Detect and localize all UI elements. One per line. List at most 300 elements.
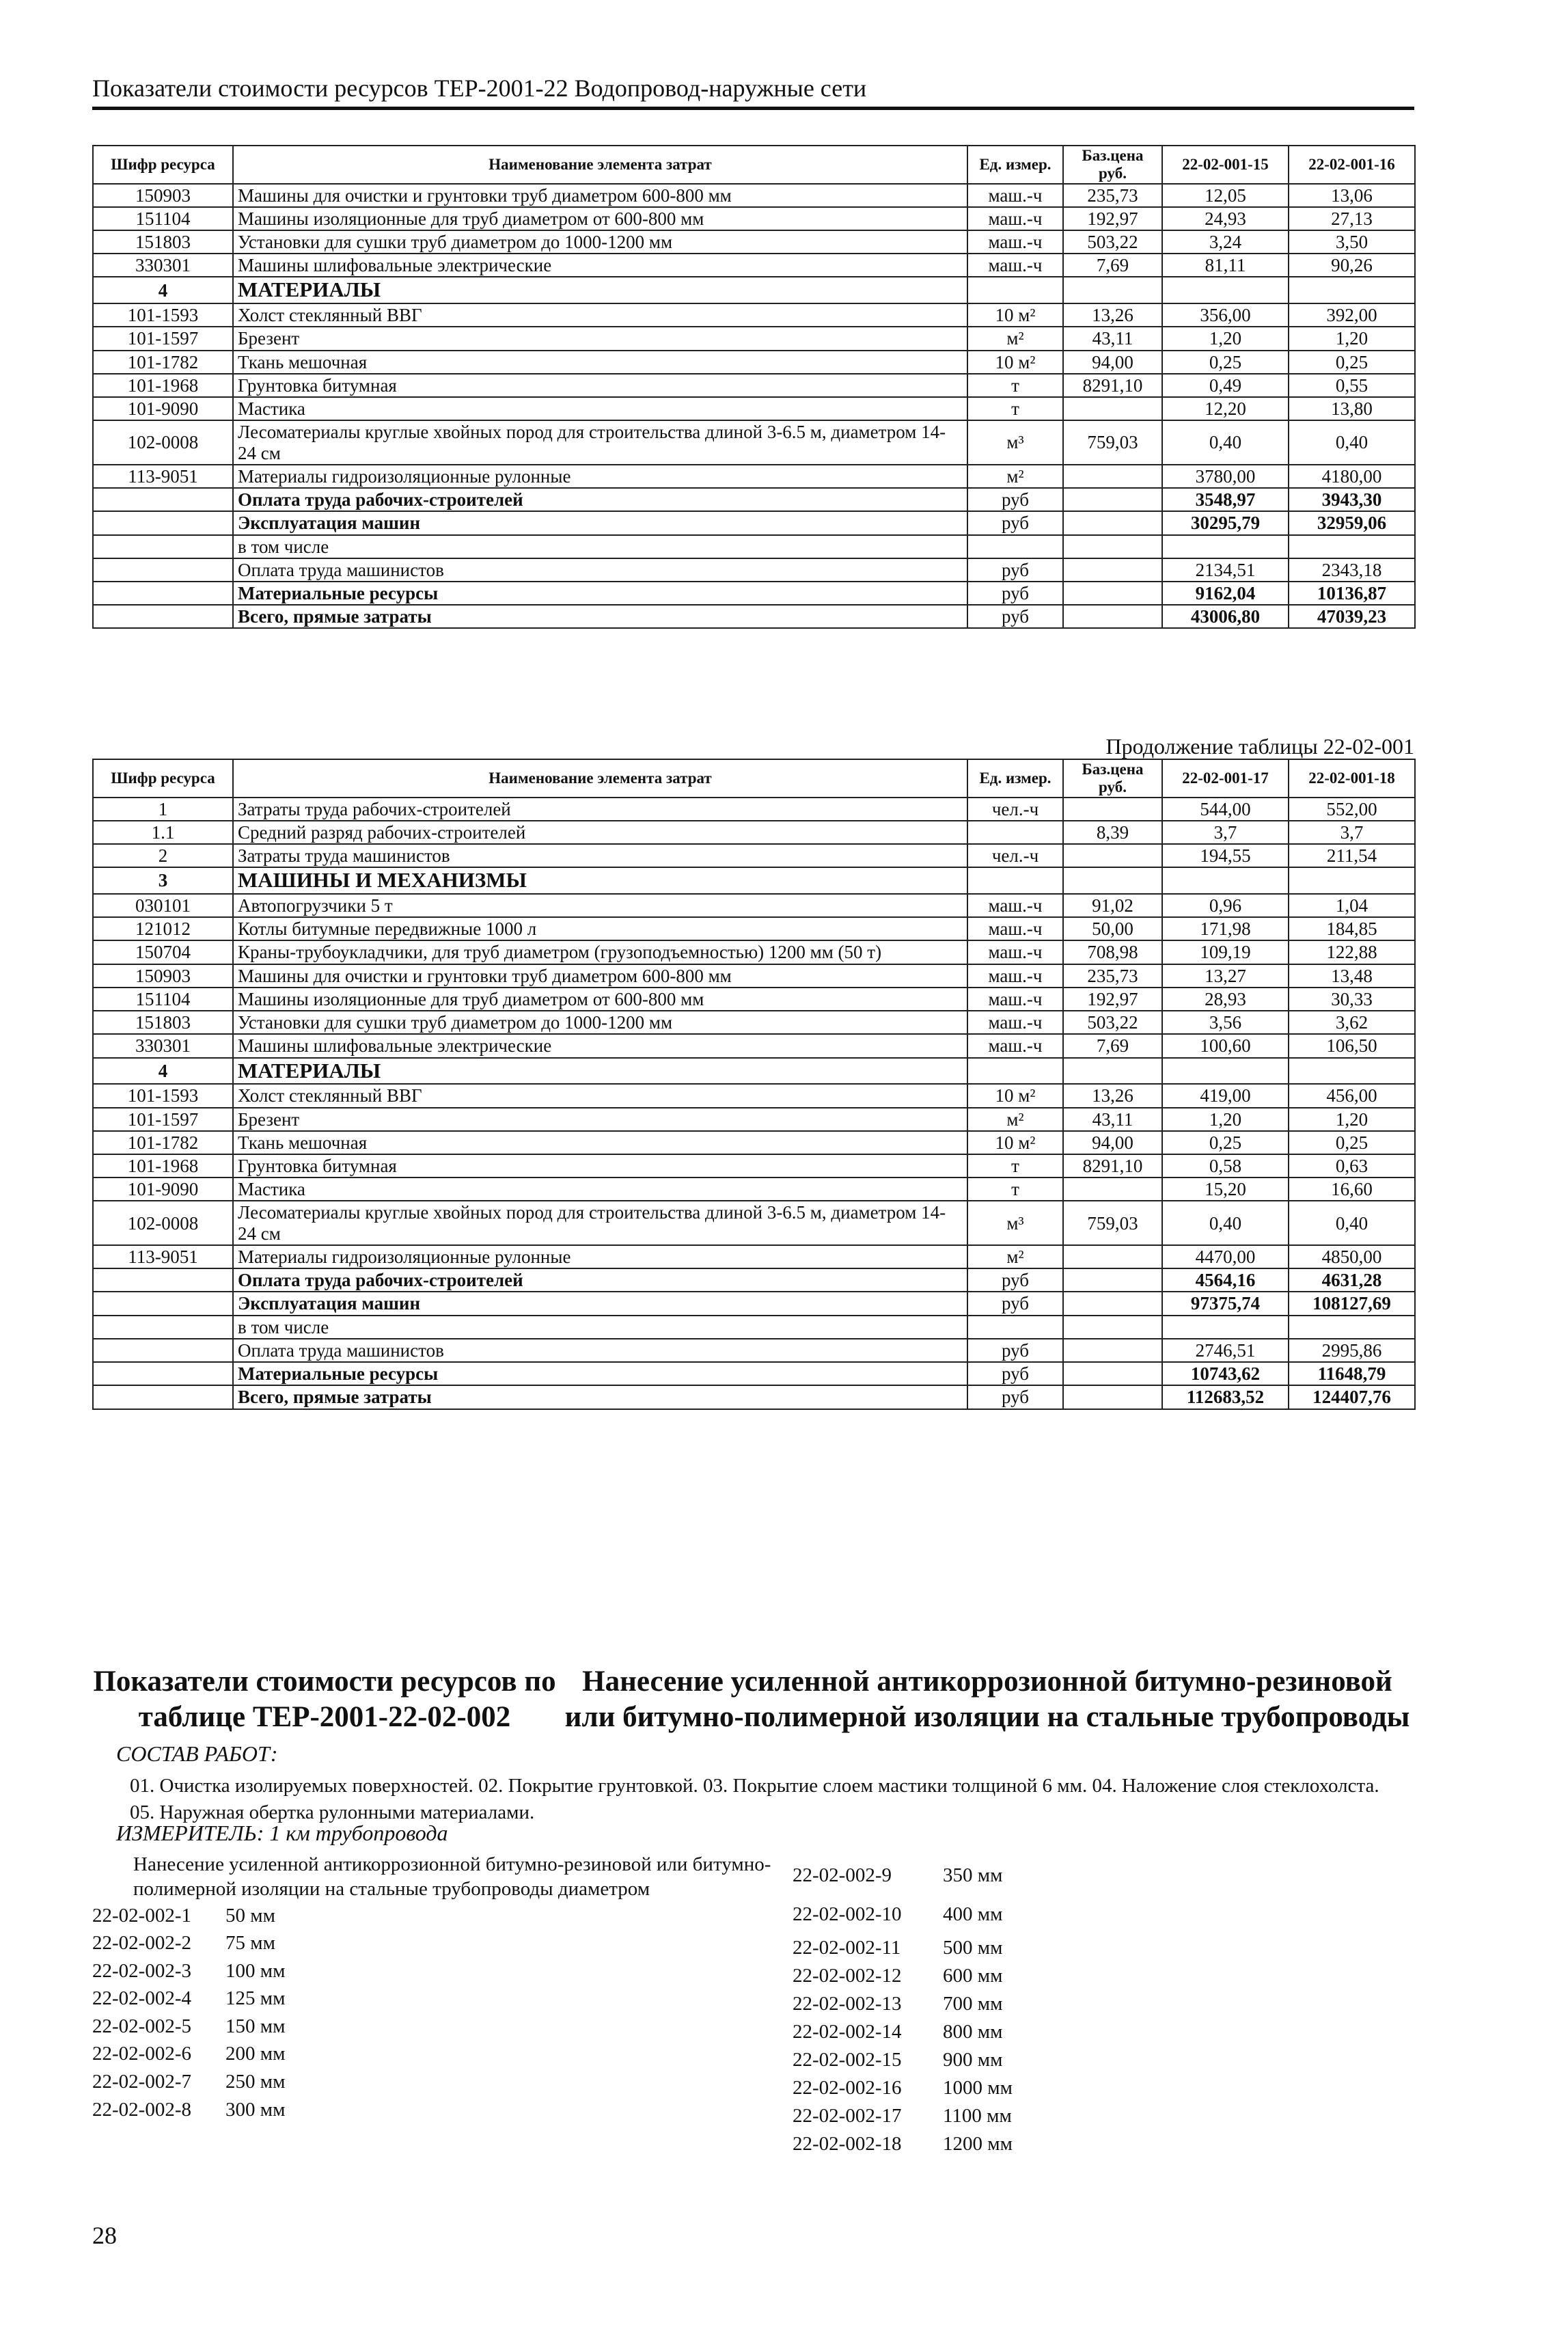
- resource-name-cell: Оплата труда машинистов: [233, 558, 967, 582]
- resource-code-cell: 101-9090: [93, 1178, 233, 1201]
- value-b-cell: [1289, 277, 1415, 303]
- unit-cell: чел.-ч: [967, 844, 1063, 867]
- value-a-cell: [1162, 867, 1289, 894]
- value-a-cell: 3,24: [1162, 230, 1289, 254]
- unit-cell: [967, 1058, 1063, 1085]
- value-a-cell: 0,58: [1162, 1154, 1289, 1178]
- resource-code-cell: 113-9051: [93, 1245, 233, 1268]
- resource-code-cell: 101-1782: [93, 351, 233, 374]
- table-row: [93, 1362, 1415, 1385]
- value-a-cell: 171,98: [1162, 917, 1289, 940]
- resource-code-cell: 150903: [93, 964, 233, 988]
- value-b-cell: [1289, 1058, 1415, 1085]
- resource-code-cell: 150704: [93, 940, 233, 964]
- resource-name-cell: МАТЕРИАЛЫ: [233, 277, 967, 303]
- base-price-cell: [1063, 277, 1162, 303]
- resource-name-cell: Машины шлифовальные электрические: [233, 1034, 967, 1057]
- table-row: [93, 1385, 1415, 1409]
- unit-cell: маш.-ч: [967, 988, 1063, 1011]
- unit-cell: руб: [967, 511, 1063, 534]
- unit-cell: [967, 277, 1063, 303]
- base-price-cell: 503,22: [1063, 230, 1162, 254]
- unit-cell: м²: [967, 465, 1063, 488]
- value-a-cell: 112683,52: [1162, 1385, 1289, 1409]
- table-row: [93, 230, 1415, 254]
- resource-code-cell: 101-1782: [93, 1131, 233, 1154]
- base-price-cell: 759,03: [1063, 420, 1162, 464]
- item-size: 150 мм: [225, 2015, 286, 2037]
- col-unit-header: Ед. измер.: [967, 146, 1063, 184]
- resource-name-cell: Мастика: [233, 397, 967, 420]
- table-row: [93, 917, 1415, 940]
- value-a-cell: 0,40: [1162, 1201, 1289, 1244]
- resource-name-cell: Машины изоляционные для труб диаметром от 600-800 мм: [233, 207, 967, 230]
- value-b-cell: 11648,79: [1289, 1362, 1415, 1385]
- value-b-cell: 13,06: [1289, 184, 1415, 207]
- resource-name-cell: Ткань мешочная: [233, 1131, 967, 1154]
- table-row: [93, 1108, 1415, 1131]
- value-b-cell: 0,55: [1289, 374, 1415, 397]
- table-row: [93, 1245, 1415, 1268]
- resource-name-cell: Лесоматериалы круглые хвойных пород для строительства длиной 3-6.5 м, диаметром 14-24 см: [233, 1201, 967, 1244]
- value-b-cell: 392,00: [1289, 303, 1415, 327]
- items-left-column: [92, 1852, 775, 2123]
- base-price-cell: [1063, 605, 1162, 628]
- unit-cell: 10 м²: [967, 303, 1063, 327]
- unit-cell: руб: [967, 558, 1063, 582]
- unit-cell: [967, 535, 1063, 558]
- base-price-cell: [1063, 465, 1162, 488]
- list-item: [92, 2040, 775, 2068]
- unit-cell: м²: [967, 327, 1063, 350]
- value-a-cell: 544,00: [1162, 798, 1289, 821]
- resource-name-cell: Всего, прямые затраты: [233, 1385, 967, 1409]
- base-price-cell: [1063, 582, 1162, 605]
- value-b-cell: [1289, 535, 1415, 558]
- resource-name-cell: Материалы гидроизоляционные рулонные: [233, 465, 967, 488]
- base-price-cell: 13,26: [1063, 303, 1162, 327]
- value-b-cell: 0,25: [1289, 351, 1415, 374]
- page-number: 28: [92, 2222, 117, 2249]
- unit-cell: маш.-ч: [967, 917, 1063, 940]
- resource-name-cell: Машины изоляционные для труб диаметром от 600-800 мм: [233, 988, 967, 1011]
- value-b-cell: 13,48: [1289, 964, 1415, 988]
- unit-cell: руб: [967, 1362, 1063, 1385]
- value-b-cell: 2343,18: [1289, 558, 1415, 582]
- value-a-cell: 10743,62: [1162, 1362, 1289, 1385]
- value-b-cell: 90,26: [1289, 254, 1415, 277]
- value-b-cell: 3,50: [1289, 230, 1415, 254]
- col-b-header: 22-02-001-18: [1289, 759, 1415, 798]
- resource-name-cell: Оплата труда рабочих-строителей: [233, 488, 967, 511]
- base-price-cell: [1063, 1245, 1162, 1268]
- list-item: [793, 2130, 1134, 2158]
- resource-name-cell: Оплата труда рабочих-строителей: [233, 1268, 967, 1292]
- table-row: [93, 798, 1415, 821]
- table-row: [93, 558, 1415, 582]
- list-item: [92, 2096, 775, 2124]
- unit-cell: 10 м²: [967, 1084, 1063, 1107]
- resource-name-cell: Мастика: [233, 1178, 967, 1201]
- value-b-cell: 0,40: [1289, 420, 1415, 464]
- resource-code-cell: 3: [93, 867, 233, 894]
- base-price-cell: 8291,10: [1063, 374, 1162, 397]
- table-row: [93, 867, 1415, 894]
- table-row: [93, 277, 1415, 303]
- resource-code-cell: [93, 1316, 233, 1339]
- unit-cell: маш.-ч: [967, 1034, 1063, 1057]
- resource-code-cell: 151803: [93, 1011, 233, 1034]
- resource-name-cell: Котлы битумные передвижные 1000 л: [233, 917, 967, 940]
- value-a-cell: 97375,74: [1162, 1292, 1289, 1315]
- item-size: 250 мм: [225, 2071, 286, 2093]
- resource-name-cell: Установки для сушки труб диаметром до 1000-1200 мм: [233, 230, 967, 254]
- table-row: [93, 1084, 1415, 1107]
- col-code-header: Шифр ресурса: [93, 759, 233, 798]
- table-row: [93, 894, 1415, 917]
- resource-code-cell: [93, 511, 233, 534]
- value-b-cell: 10136,87: [1289, 582, 1415, 605]
- resource-code-cell: 121012: [93, 917, 233, 940]
- unit-cell: руб: [967, 1339, 1063, 1362]
- value-a-cell: 0,25: [1162, 351, 1289, 374]
- item-code: 22-02-002-8: [92, 2098, 191, 2121]
- table-row: [93, 582, 1415, 605]
- base-price-cell: [1063, 558, 1162, 582]
- resource-name-cell: Материальные ресурсы: [233, 1362, 967, 1385]
- section-title-left: Показатели стоимости ресурсов по таблице ТЕР-2001-22-02-002: [93, 1665, 556, 1733]
- resource-name-cell: Ткань мешочная: [233, 351, 967, 374]
- page-header: Показатели стоимости ресурсов ТЕР-2001-22 Водопровод-наружные сети: [92, 74, 1414, 110]
- value-b-cell: 1,20: [1289, 1108, 1415, 1131]
- table-row: [93, 535, 1415, 558]
- item-code: 22-02-002-17: [793, 2105, 902, 2127]
- base-price-cell: [1063, 1385, 1162, 1409]
- resource-code-cell: [93, 582, 233, 605]
- unit-cell: руб: [967, 488, 1063, 511]
- table-row: [93, 605, 1415, 628]
- base-price-cell: [1063, 1339, 1162, 1362]
- item-code: 22-02-002-7: [92, 2071, 191, 2093]
- col-unit-header: Ед. измер.: [967, 759, 1063, 798]
- table-row: [93, 465, 1415, 488]
- resource-code-cell: [93, 488, 233, 511]
- value-b-cell: 4850,00: [1289, 1245, 1415, 1268]
- resource-name-cell: Затраты труда рабочих-строителей: [233, 798, 967, 821]
- base-price-cell: [1063, 1292, 1162, 1315]
- value-b-cell: 456,00: [1289, 1084, 1415, 1107]
- value-a-cell: 0,40: [1162, 420, 1289, 464]
- resource-table-2: [92, 759, 1416, 1410]
- value-a-cell: 356,00: [1162, 303, 1289, 327]
- resource-name-cell: Средний разряд рабочих-строителей: [233, 821, 967, 844]
- value-a-cell: 28,93: [1162, 988, 1289, 1011]
- item-size: 1100 мм: [943, 2105, 1012, 2127]
- table-2-body: [93, 798, 1415, 1409]
- unit-cell: [967, 821, 1063, 844]
- value-b-cell: 3,62: [1289, 1011, 1415, 1034]
- table-row: [93, 1178, 1415, 1201]
- base-price-cell: [1063, 397, 1162, 420]
- resource-code-cell: 151104: [93, 988, 233, 1011]
- value-b-cell: 184,85: [1289, 917, 1415, 940]
- resource-code-cell: 330301: [93, 254, 233, 277]
- resource-name-cell: МАТЕРИАЛЫ: [233, 1058, 967, 1085]
- table-row: [93, 1292, 1415, 1315]
- value-b-cell: 1,04: [1289, 894, 1415, 917]
- base-price-cell: 7,69: [1063, 254, 1162, 277]
- value-a-cell: 0,25: [1162, 1131, 1289, 1154]
- table-row: [93, 844, 1415, 867]
- table-row: [93, 940, 1415, 964]
- item-code: 22-02-002-15: [793, 2049, 902, 2071]
- value-a-cell: 3780,00: [1162, 465, 1289, 488]
- table-header-row: [93, 759, 1415, 798]
- list-item: [793, 2046, 1134, 2074]
- item-size: 400 мм: [943, 1903, 1003, 1925]
- value-b-cell: [1289, 1316, 1415, 1339]
- base-price-cell: [1063, 798, 1162, 821]
- resource-name-cell: Машины для очистки и грунтовки труб диаметром 600-800 мм: [233, 964, 967, 988]
- base-price-cell: 503,22: [1063, 1011, 1162, 1034]
- resource-name-cell: Холст стеклянный ВВГ: [233, 1084, 967, 1107]
- list-item: [92, 1985, 775, 2013]
- right-items-list: [793, 1856, 1134, 2158]
- list-item: [793, 2102, 1134, 2130]
- meter-label: ИЗМЕРИТЕЛЬ: 1 км трубопровода: [116, 1821, 448, 1845]
- resource-name-cell: МАШИНЫ И МЕХАНИЗМЫ: [233, 867, 967, 894]
- table-row: [93, 327, 1415, 350]
- table-row: [93, 254, 1415, 277]
- col-code-header: Шифр ресурса: [93, 146, 233, 184]
- value-a-cell: [1162, 1316, 1289, 1339]
- value-b-cell: 4631,28: [1289, 1268, 1415, 1292]
- value-a-cell: 1,20: [1162, 1108, 1289, 1131]
- list-item: [92, 1957, 775, 1985]
- item-code: 22-02-002-16: [793, 2077, 902, 2099]
- base-price-cell: [1063, 535, 1162, 558]
- value-a-cell: 3,7: [1162, 821, 1289, 844]
- resource-code-cell: 2: [93, 844, 233, 867]
- value-a-cell: 24,93: [1162, 207, 1289, 230]
- base-price-cell: 94,00: [1063, 1131, 1162, 1154]
- item-code: 22-02-002-5: [92, 2015, 191, 2037]
- unit-cell: [967, 867, 1063, 894]
- col-b-header: 22-02-001-16: [1289, 146, 1415, 184]
- value-a-cell: 30295,79: [1162, 511, 1289, 534]
- table-row: [93, 184, 1415, 207]
- unit-cell: т: [967, 374, 1063, 397]
- table-row: [93, 821, 1415, 844]
- value-a-cell: 2746,51: [1162, 1339, 1289, 1362]
- base-price-cell: 235,73: [1063, 184, 1162, 207]
- unit-cell: м³: [967, 420, 1063, 464]
- base-price-cell: 13,26: [1063, 1084, 1162, 1107]
- value-a-cell: 9162,04: [1162, 582, 1289, 605]
- resource-name-cell: в том числе: [233, 535, 967, 558]
- resource-code-cell: 4: [93, 1058, 233, 1085]
- resource-code-cell: [93, 1292, 233, 1315]
- unit-cell: руб: [967, 605, 1063, 628]
- item-code: 22-02-002-18: [793, 2133, 902, 2155]
- value-b-cell: 0,40: [1289, 1201, 1415, 1244]
- table-row: [93, 207, 1415, 230]
- list-item: [793, 1856, 1134, 1895]
- resource-name-cell: Эксплуатация машин: [233, 1292, 967, 1315]
- resource-code-cell: [93, 1362, 233, 1385]
- resource-name-cell: Холст стеклянный ВВГ: [233, 303, 967, 327]
- list-item: [793, 1934, 1134, 1962]
- value-a-cell: 15,20: [1162, 1178, 1289, 1201]
- item-code: 22-02-002-6: [92, 2043, 191, 2065]
- base-price-cell: [1063, 1316, 1162, 1339]
- item-size: 200 мм: [225, 2043, 286, 2065]
- resource-code-cell: 4: [93, 277, 233, 303]
- section-title-right: Нанесение усиленной антикоррозионной битумно-резиновой или битумно-полимерной изоляции на стальные трубопроводы: [564, 1665, 1410, 1733]
- resource-name-cell: Грунтовка битумная: [233, 1154, 967, 1178]
- item-size: 900 мм: [943, 2049, 1003, 2071]
- base-price-cell: 7,69: [1063, 1034, 1162, 1057]
- item-code: 22-02-002-11: [793, 1937, 901, 1959]
- resource-name-cell: Материалы гидроизоляционные рулонные: [233, 1245, 967, 1268]
- table-row: [93, 511, 1415, 534]
- value-a-cell: 3,56: [1162, 1011, 1289, 1034]
- base-price-cell: 43,11: [1063, 327, 1162, 350]
- unit-cell: м²: [967, 1245, 1063, 1268]
- unit-cell: [967, 1316, 1063, 1339]
- col-name-header: Наименование элемента затрат: [233, 759, 967, 798]
- unit-cell: т: [967, 1154, 1063, 1178]
- resource-name-cell: Брезент: [233, 327, 967, 350]
- resource-code-cell: 151104: [93, 207, 233, 230]
- unit-cell: м³: [967, 1201, 1063, 1244]
- value-a-cell: 194,55: [1162, 844, 1289, 867]
- item-code: 22-02-002-13: [793, 1993, 902, 2015]
- table-row: [93, 1316, 1415, 1339]
- value-a-cell: 2134,51: [1162, 558, 1289, 582]
- item-code: 22-02-002-14: [793, 2021, 902, 2043]
- value-b-cell: 30,33: [1289, 988, 1415, 1011]
- col-name-header: Наименование элемента затрат: [233, 146, 967, 184]
- base-price-cell: 192,97: [1063, 988, 1162, 1011]
- value-a-cell: 4470,00: [1162, 1245, 1289, 1268]
- base-price-cell: [1063, 1268, 1162, 1292]
- unit-cell: маш.-ч: [967, 184, 1063, 207]
- item-size: 350 мм: [943, 1864, 1003, 1886]
- value-b-cell: 3943,30: [1289, 488, 1415, 511]
- value-a-cell: [1162, 277, 1289, 303]
- resource-code-cell: 101-1593: [93, 303, 233, 327]
- resource-name-cell: Установки для сушки труб диаметром до 1000-1200 мм: [233, 1011, 967, 1034]
- table-row: [93, 1058, 1415, 1085]
- resource-name-cell: Машины шлифовальные электрические: [233, 254, 967, 277]
- resource-code-cell: 101-1593: [93, 1084, 233, 1107]
- value-b-cell: 106,50: [1289, 1034, 1415, 1057]
- list-item: [92, 2013, 775, 2041]
- value-a-cell: 12,20: [1162, 397, 1289, 420]
- resource-name-cell: Оплата труда машинистов: [233, 1339, 967, 1362]
- unit-cell: маш.-ч: [967, 1011, 1063, 1034]
- unit-cell: маш.-ч: [967, 894, 1063, 917]
- base-price-cell: 759,03: [1063, 1201, 1162, 1244]
- resource-code-cell: 151803: [93, 230, 233, 254]
- table-row: [93, 1154, 1415, 1178]
- item-code: 22-02-002-12: [793, 1965, 902, 1987]
- item-size: 300 мм: [225, 2098, 286, 2121]
- resource-code-cell: 101-1968: [93, 374, 233, 397]
- value-b-cell: 3,7: [1289, 821, 1415, 844]
- value-a-cell: 100,60: [1162, 1034, 1289, 1057]
- base-price-cell: [1063, 1362, 1162, 1385]
- list-item: [793, 1895, 1134, 1934]
- base-price-cell: [1063, 488, 1162, 511]
- list-item: [793, 2018, 1134, 2046]
- table-row: [93, 397, 1415, 420]
- left-items-list: [92, 1902, 775, 2124]
- item-size: 1200 мм: [943, 2133, 1013, 2155]
- value-a-cell: 81,11: [1162, 254, 1289, 277]
- resource-code-cell: 101-1968: [93, 1154, 233, 1178]
- unit-cell: 10 м²: [967, 1131, 1063, 1154]
- resource-code-cell: [93, 1339, 233, 1362]
- value-a-cell: 3548,97: [1162, 488, 1289, 511]
- resource-code-cell: 101-1597: [93, 1108, 233, 1131]
- value-b-cell: 47039,23: [1289, 605, 1415, 628]
- table-header-row: [93, 146, 1415, 184]
- resource-code-cell: 150903: [93, 184, 233, 207]
- unit-cell: маш.-ч: [967, 964, 1063, 988]
- base-price-cell: 91,02: [1063, 894, 1162, 917]
- work-composition-label: СОСТАВ РАБОТ:: [116, 1741, 278, 1766]
- col-price-header: Баз.цена руб.: [1063, 759, 1162, 798]
- resource-name-cell: Брезент: [233, 1108, 967, 1131]
- item-size: 50 мм: [225, 1904, 275, 1927]
- value-b-cell: 4180,00: [1289, 465, 1415, 488]
- value-b-cell: 27,13: [1289, 207, 1415, 230]
- resource-code-cell: [93, 605, 233, 628]
- unit-cell: руб: [967, 1268, 1063, 1292]
- resource-name-cell: Эксплуатация машин: [233, 511, 967, 534]
- value-b-cell: 211,54: [1289, 844, 1415, 867]
- item-size: 500 мм: [943, 1937, 1003, 1959]
- value-b-cell: [1289, 867, 1415, 894]
- item-size: 600 мм: [943, 1965, 1003, 1987]
- value-b-cell: 32959,06: [1289, 511, 1415, 534]
- unit-cell: маш.-ч: [967, 940, 1063, 964]
- col-a-header: 22-02-001-17: [1162, 759, 1289, 798]
- item-size: 125 мм: [225, 1987, 286, 2010]
- table-row: [93, 1268, 1415, 1292]
- base-price-cell: 8291,10: [1063, 1154, 1162, 1178]
- table-row: [93, 988, 1415, 1011]
- item-size: 1000 мм: [943, 2077, 1013, 2099]
- value-b-cell: 552,00: [1289, 798, 1415, 821]
- table-row: [93, 1131, 1415, 1154]
- value-b-cell: 2995,86: [1289, 1339, 1415, 1362]
- value-a-cell: 13,27: [1162, 964, 1289, 988]
- resource-name-cell: Краны-трубоукладчики, для труб диаметром (грузоподъемностью) 1200 мм (50 т): [233, 940, 967, 964]
- item-size: 100 мм: [225, 1959, 286, 1982]
- value-a-cell: 43006,80: [1162, 605, 1289, 628]
- base-price-cell: 43,11: [1063, 1108, 1162, 1131]
- unit-cell: т: [967, 1178, 1063, 1201]
- table-1-body: [93, 184, 1415, 629]
- item-code: 22-02-002-1: [92, 1904, 191, 1927]
- resource-code-cell: 030101: [93, 894, 233, 917]
- table-row: [93, 303, 1415, 327]
- item-code: 22-02-002-9: [793, 1864, 892, 1886]
- resource-code-cell: [93, 1385, 233, 1409]
